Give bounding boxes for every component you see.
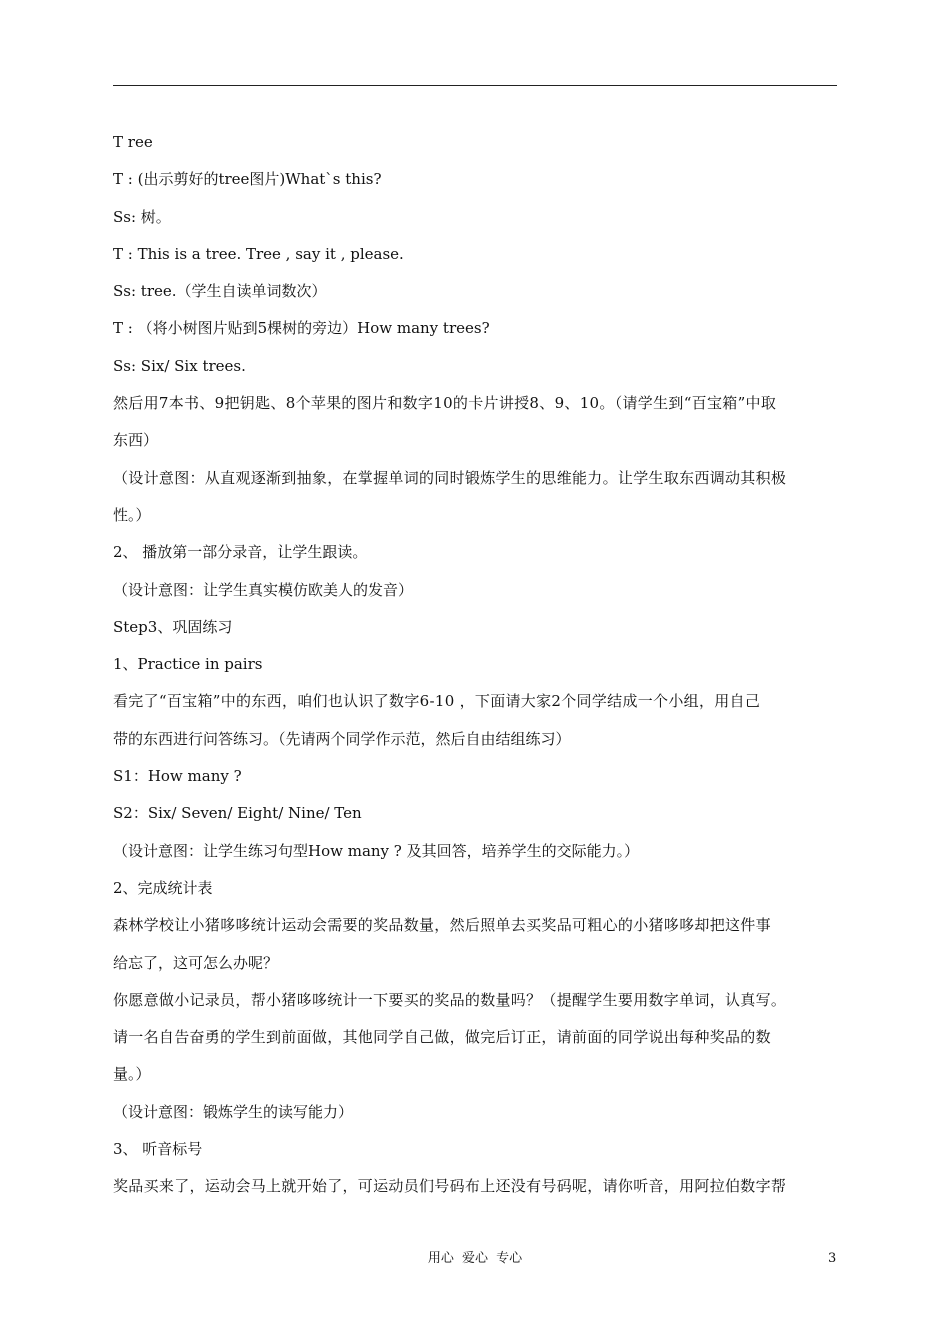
text-line: 奖品买来了，运动会马上就开始了，可运动员们号码布上还没有号码呢，请你听音，用阿拉伯数字帮 [113, 1177, 787, 1196]
text-line: 3、 听音标号 [113, 1140, 203, 1159]
text-line: T ree [113, 133, 153, 151]
text-line: 你愿意做小记录员，帮小猪哆哆统计一下要买的奖品的数量吗？（提醒学生要用数字单词，认真写。 [113, 990, 787, 1009]
footer-text: 用心 爱心 专心 [427, 1251, 523, 1266]
header-rule [113, 85, 837, 86]
page-footer [0, 1248, 950, 1270]
text-line: Ss: 树。 [113, 207, 171, 226]
text-line: 给忘了，这可怎么办呢？ [113, 953, 279, 972]
text-line: T : This is a tree. Tree , say it , please. [113, 244, 404, 263]
text-line: 2、完成统计表 [113, 878, 213, 897]
text-line: T : (出示剪好的tree图片)What`s this? [113, 170, 382, 189]
text-line: 1、Practice in pairs [113, 655, 263, 674]
text-line: S1：How many ? [113, 767, 242, 786]
text-line: S2：Six/ Seven/ Eight/ Nine/ Ten [113, 804, 362, 823]
text-line: （设计意图：让学生真实模仿欧美人的发音） [113, 580, 414, 599]
text-line: Ss: Six/ Six trees. [113, 356, 246, 375]
text-line: （设计意图：让学生练习句型How many ? 及其回答，培养学生的交际能力。） [113, 841, 640, 860]
text-line: Step3、巩固练习 [113, 617, 233, 636]
text-line: T : （将小树图片贴到5棵树的旁边）How many trees? [113, 319, 490, 338]
text-line: 东西） [113, 431, 159, 450]
text-line: （设计意图：从直观逐渐到抽象，在掌握单词的同时锻炼学生的思维能力。让学生取东西调动其积极 [113, 468, 787, 487]
text-line: 请一名自告奋勇的学生到前面做，其他同学自己做，做完后订正，请前面的同学说出每种奖品的数 [113, 1028, 771, 1047]
text-line: 量。） [113, 1065, 151, 1084]
text-line: 带的东西进行问答练习。（先请两个同学作示范，然后自由结组练习） [113, 729, 571, 748]
text-line: 性。） [113, 505, 151, 524]
text-line: Ss: tree.（学生自读单词数次） [113, 282, 327, 301]
page-number: 3 [828, 1251, 837, 1266]
text-line: 2、 播放第一部分录音，让学生跟读。 [113, 543, 368, 562]
text-line: 看完了“百宝箱”中的东西，咱们也认识了数字6-10 ，下面请大家2个同学结成一个小组，用自己 [113, 692, 761, 711]
text-line: 森林学校让小猪哆哆统计运动会需要的奖品数量，然后照单去买奖品可粗心的小猪哆哆却把这件事 [113, 916, 771, 935]
text-line: 然后用7本书、9把钥匙、8个苹果的图片和数字10的卡片讲授8、9、10。（请学生到“百宝箱”中取 [113, 394, 777, 413]
text-line: （设计意图：锻炼学生的读写能力） [113, 1102, 354, 1121]
document-body [113, 124, 837, 1206]
